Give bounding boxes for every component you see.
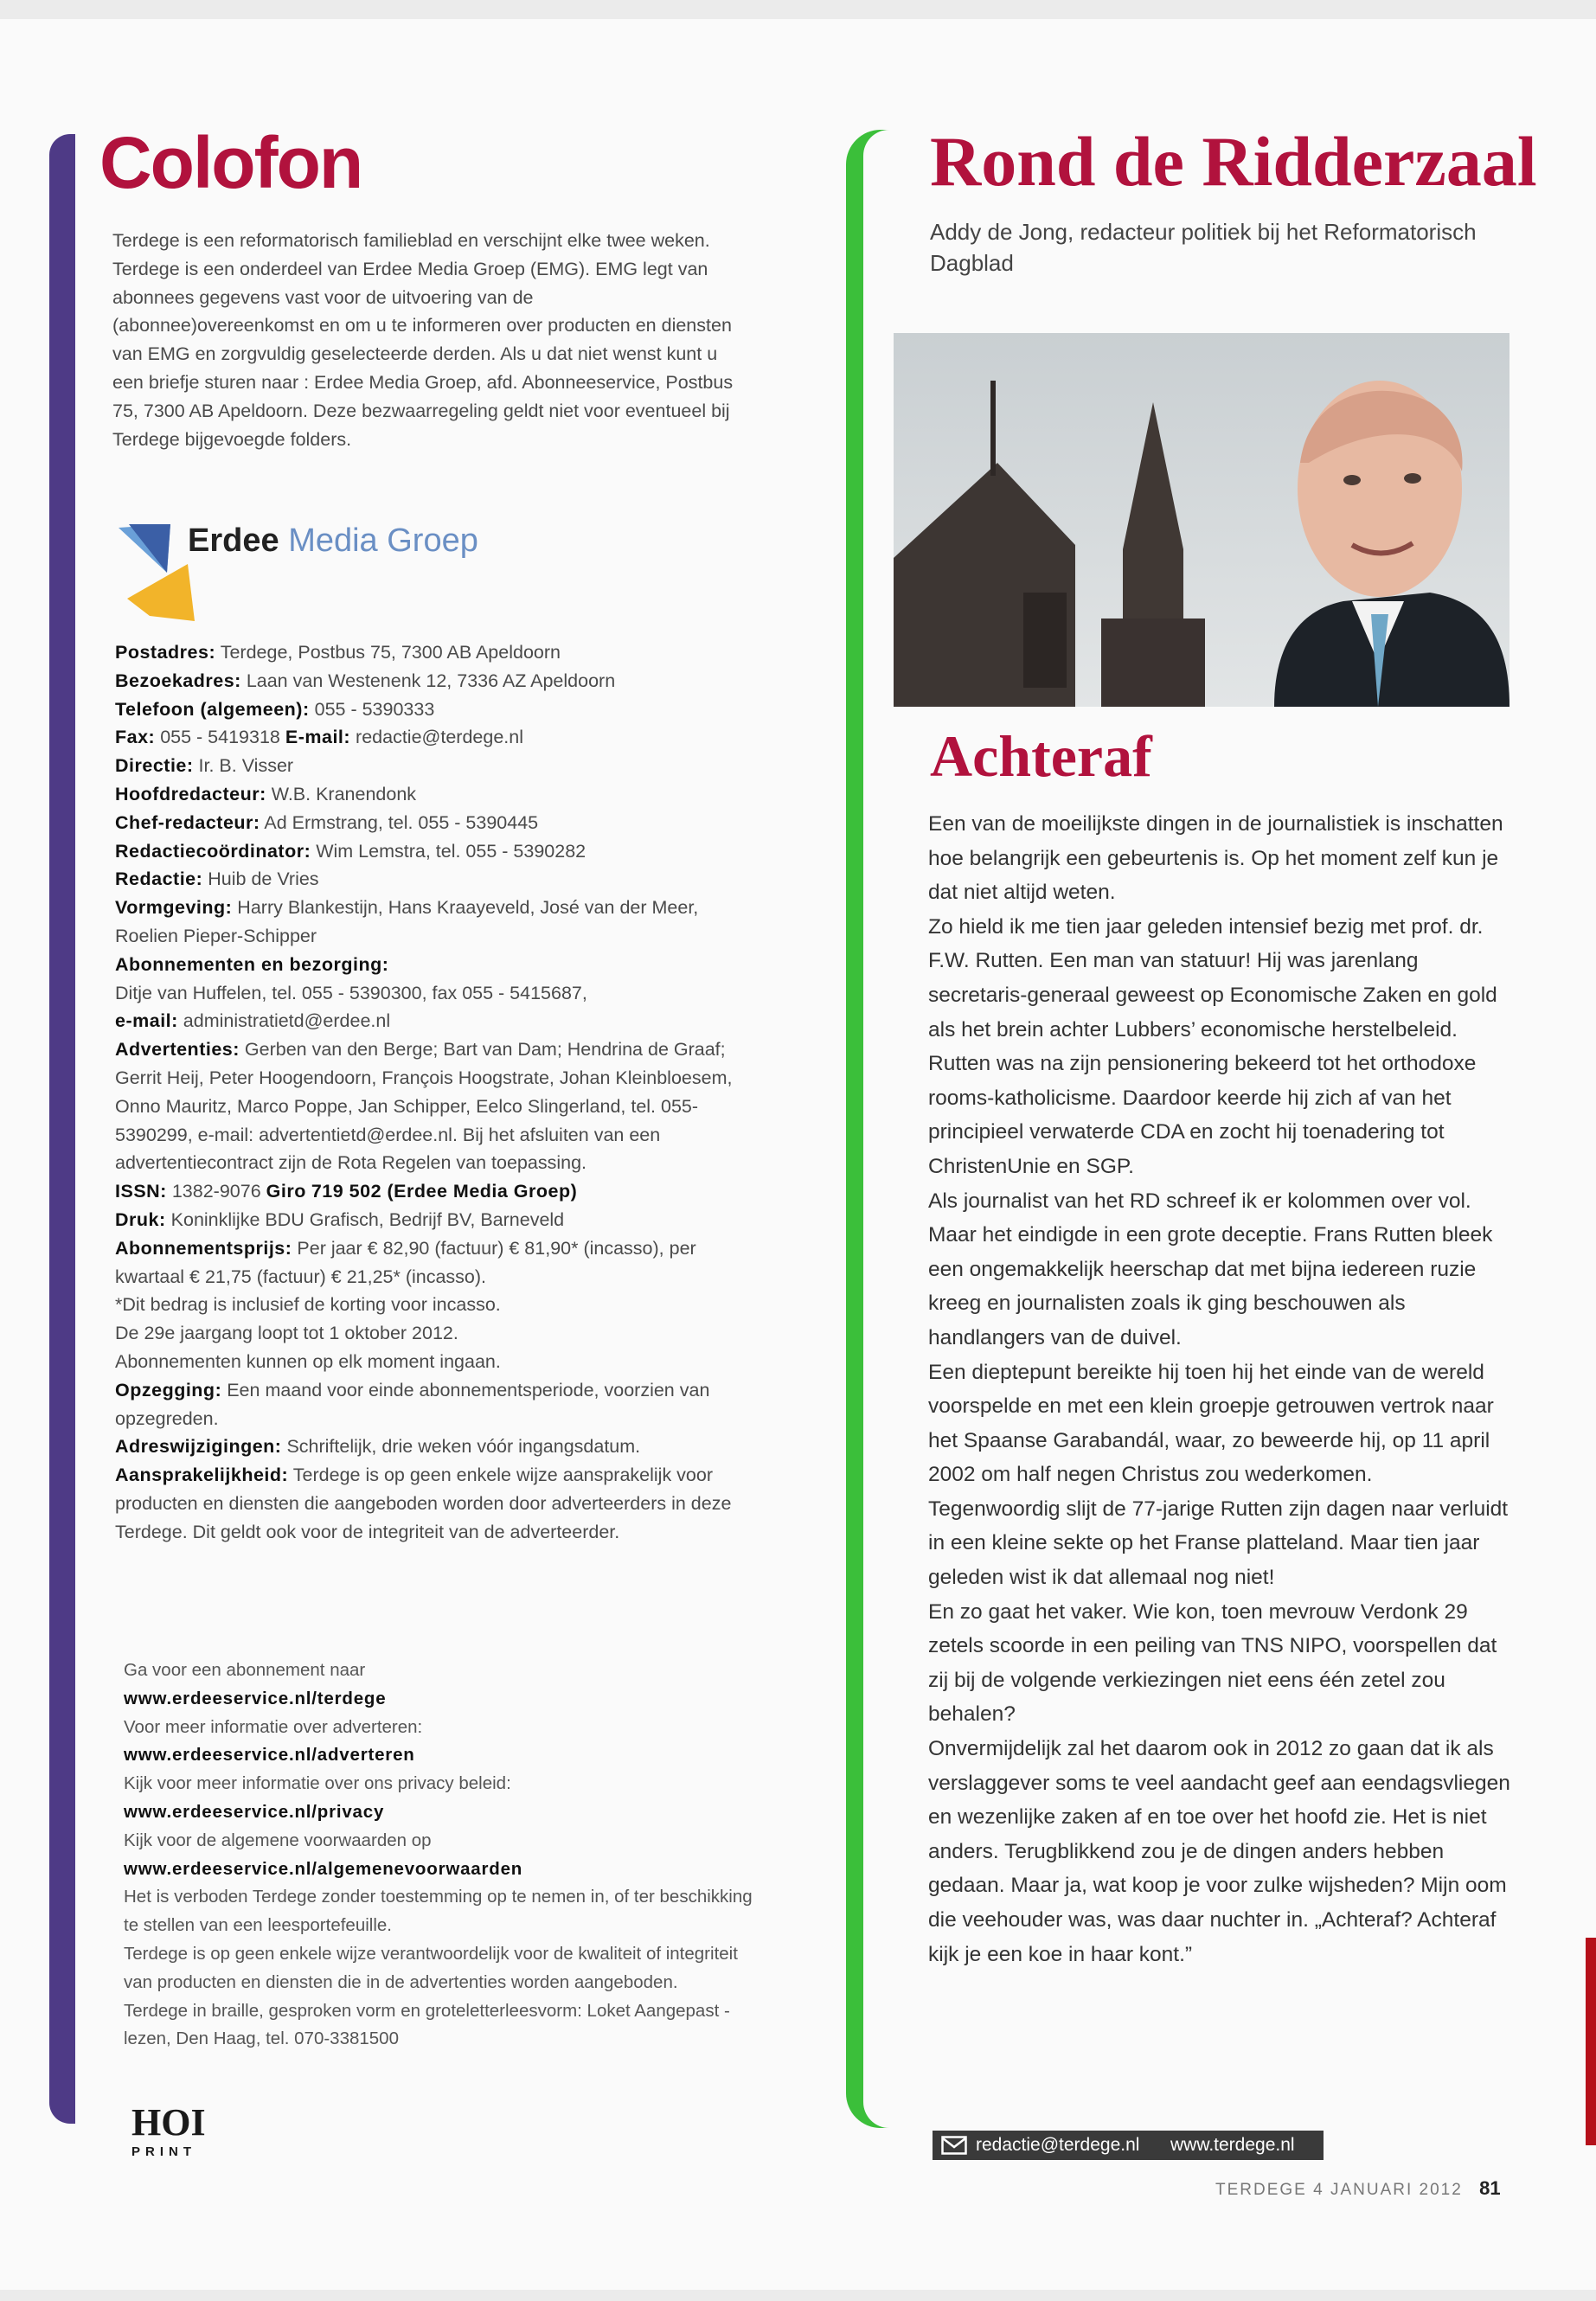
label-issn: ISSN: (115, 1181, 167, 1202)
label-giro: Giro (266, 1181, 306, 1202)
note-incasso: *Dit bedrag is inclusief de korting voor incasso. (115, 1294, 501, 1316)
label-opzegging: Opzegging: (115, 1379, 222, 1400)
disclaimer-verantwoordelijk: Terdege is op geen enkele wijze verantwoordelijk voor de kwaliteit of integriteit van producten en diensten die in de advertenties worden aangeboden. (124, 1943, 738, 1992)
label-abonnementen-email: e-mail: (115, 1010, 178, 1032)
value-advertenties: Gerben van den Berge; Bart van Dam; Hendrina de Graaf; Gerrit Heij, Peter Hoogendoorn, François Hoogstrate, Johan Kleinbloesem, Onno Mauritz, Marco Poppe, Jan Schipper, Eelco Slingerland, tel. 055-5390299, e-mail: advertentietd@erdee.nl. Bij het afsluiten van een advertentiecontract zijn de Rota Regelen van toepassing. (115, 1039, 733, 1174)
link-intro-voorwaarden: Kijk voor de algemene voorwaarden op (124, 1830, 432, 1850)
value-directie: Ir. B. Visser (198, 755, 294, 777)
label-aansprakelijkheid: Aansprakelijkheid: (115, 1465, 289, 1486)
value-email: redactie@terdege.nl (356, 727, 523, 748)
edge-marker (1586, 1938, 1596, 2145)
value-giro: 719 502 (Erdee Media Groep) (311, 1181, 578, 1202)
page-footer (1215, 2177, 1501, 2200)
disclaimer-braille: Terdege in braille, gesproken vorm en groteletterleesvorm: Loket Aangepast - lezen, Den Haag, tel. 070-3381500 (124, 2000, 730, 2049)
label-abonnementen: Abonnementen en bezorging: (115, 953, 389, 975)
logo-word-erdee: Erdee (188, 522, 279, 559)
article-paragraph: En zo gaat het vaker. Wie kon, toen mevrouw Verdonk 29 zetels scoorde in een peiling van TNS NIPO, voorspellen dat zij bij de volgende verkiezingen niet eens één zetel zou behalen? (928, 1599, 1497, 1727)
link-privacy[interactable]: www.erdeeservice.nl/privacy (124, 1801, 385, 1822)
label-email: E-mail: (285, 727, 351, 748)
colofon-title: Colofon (99, 122, 362, 203)
label-adreswijzigingen: Adreswijzigingen: (115, 1436, 282, 1458)
label-bezoekadres: Bezoekadres: (115, 670, 241, 691)
value-postadres: Terdege, Postbus 75, 7300 AB Apeldoorn (220, 642, 561, 663)
article-paragraph: Als journalist van het RD schreef ik er kolommen over vol. Maar het eindigde in een grote deceptie. Frans Rutten bleek een ongemakkelijk heerschap dat met bijna iedereen ruzie kreeg en journalisten zoals ik ging beschouwen als handlangers van de duivel. (928, 1189, 1493, 1349)
label-telefoon: Telefoon (algemeen): (115, 698, 310, 720)
hoi-print-logo-icon (128, 2100, 232, 2161)
column-author: Addy de Jong, redacteur politiek bij het Reformatorisch Dagblad (930, 219, 1477, 276)
logo-word-media-groep: Media Groep (288, 522, 478, 559)
colofon-details (115, 638, 755, 1547)
hoi-logo-main: HOI (131, 2101, 206, 2144)
note-jaargang: De 29e jaargang loopt tot 1 oktober 2012. (115, 1323, 458, 1344)
article-paragraph: Een van de moeilijkste dingen in de journalistiek is inschatten hoe belangrijk een gebeurtenis is. Op het moment zelf kun je dat niet altijd weten. (928, 812, 1503, 905)
footer-date: 4 JANUARI 2012 (1313, 2181, 1463, 2199)
value-opzegging: Een maand voor einde abonnementsperiode, voorzien van opzegreden. (115, 1379, 710, 1429)
value-bezoekadres: Laan van Westenenk 12, 7336 AZ Apeldoorn (246, 670, 616, 691)
value-abonnementen: Ditje van Huffelen, tel. 055 - 5390300, fax 055 - 5415687, (115, 982, 587, 1003)
footer-magazine: TERDEGE (1215, 2181, 1307, 2199)
value-abonnementen-email: administratietd@erdee.nl (183, 1010, 391, 1032)
colofon-intro: Terdege is een reformatorisch familieblad en verschijnt elke twee weken. Terdege is een onderdeel van Erdee Media Groep (EMG). EMG legt van abonnees gegevens vast voor de uitvoering van de (abonnee)overeenkomst en om u te informeren over producten en diensten van EMG en zorgvuldig geselecteerde derden. Als u dat niet wenst kunt u een briefje sturen naar : Erdee Media Groep, afd. Abonneeservice, Postbus 75, 7300 AB Apeldoorn. Deze bezwaarregeling geldt niet voor eventueel bij Terdege bijgevoegde folders. (112, 230, 734, 450)
value-redactiecoordinator: Wim Lemstra, tel. 055 - 5390282 (316, 840, 586, 862)
contact-website-link[interactable]: www.terdege.nl (1170, 2135, 1295, 2155)
link-voorwaarden[interactable]: www.erdeeservice.nl/algemenevoorwaarden (124, 1858, 523, 1879)
author-photo (894, 333, 1509, 707)
label-postadres: Postadres: (115, 642, 216, 663)
label-hoofdredacteur: Hoofdredacteur: (115, 783, 266, 804)
link-abonnement[interactable]: www.erdeeservice.nl/terdege (124, 1688, 387, 1708)
link-intro-abonnement: Ga voor een abonnement naar (124, 1660, 366, 1680)
label-fax: Fax: (115, 727, 156, 748)
value-redactie: Huib de Vries (208, 868, 319, 890)
colofon-links (124, 1657, 755, 2054)
contact-email-link[interactable]: redactie@terdege.nl (976, 2135, 1140, 2155)
value-vormgeving: Harry Blankestijn, Hans Kraayeveld, José van der Meer, Roelien Pieper-Schipper (115, 897, 699, 946)
value-fax: 055 - 5419318 (160, 727, 280, 748)
envelope-icon (941, 2136, 967, 2155)
article-paragraph: Tegenwoordig slijt de 77-jarige Rutten zijn dagen naar verluidt in een kleine sekte op het Franse platteland. Maar tien jaar geleden wist ik dat allemaal nog niet! (928, 1497, 1509, 1590)
colofon-accent-bar (49, 134, 75, 2124)
value-telefoon: 055 - 5390333 (314, 698, 435, 720)
label-vormgeving: Vormgeving: (115, 897, 233, 919)
value-chef-redacteur: Ad Ermstrang, tel. 055 - 5390445 (264, 811, 539, 833)
label-advertenties: Advertenties: (115, 1039, 240, 1061)
label-redactie: Redactie: (115, 868, 203, 890)
value-adreswijzigingen: Schriftelijk, drie weken vóór ingangsdatum. (286, 1436, 641, 1458)
link-intro-privacy: Kijk voor meer informatie over ons privacy beleid: (124, 1773, 511, 1794)
note-ingaan: Abonnementen kunnen op elk moment ingaan. (115, 1350, 501, 1372)
contact-badge (933, 2131, 1324, 2160)
article-title: Achteraf (930, 723, 1152, 789)
label-directie: Directie: (115, 755, 194, 777)
column-title: Rond de Ridderzaal (930, 122, 1537, 201)
hoi-logo-sub: PRINT (131, 2144, 196, 2159)
value-druk: Koninklijke BDU Grafisch, Bedrijf BV, Barneveld (170, 1208, 565, 1230)
article-paragraph: Zo hield ik me tien jaar geleden intensief bezig met prof. dr. F.W. Rutten. Een man van statuur! Hij was jarenlang secretaris-generaal geweest op Economische Zaken en gold als het brein achter Lubbers’ economische herstelbeleid. Rutten was na zijn pensionering bekeerd tot het orthodoxe rooms-katholicisme. Daardoor keerde hij zich af van het principieel verwaterde CDA en zocht hij toenadering tot ChristenUnie en SGP. (928, 914, 1497, 1178)
page-number: 81 (1479, 2177, 1501, 2199)
value-aansprakelijkheid: Terdege is op geen enkele wijze aansprakelijk voor producten en diensten die aangeboden worden door adverteerders in deze Terdege. Dit geldt ook voor de integriteit van de adverteerder. (115, 1465, 732, 1542)
link-intro-adverteren: Voor meer informatie over adverteren: (124, 1716, 423, 1737)
label-chef-redacteur: Chef-redacteur: (115, 811, 260, 833)
article-paragraph: Onvermijdelijk zal het daarom ook in 2012 zo gaan dat ik als verslaggever soms te veel aandacht geef aan eendagsvliegen en wezenlijke zaken af en toe over het hoofd zie. Het is niet anders. Terugblikkend zou je de dingen anders hebben gedaan. Maar ja, wat koop je voor zulke wijsheden? Mijn oom die veehouder was, was daar nuchter in. „Achteraf? Achteraf kijk je een koe in haar kont.” (928, 1737, 1510, 1966)
value-abonnementsprijs: Per jaar € 82,90 (factuur) € 81,90* (incasso), per kwartaal € 21,75 (factuur) € 21,25* (incasso). (115, 1237, 696, 1287)
label-redactiecoordinator: Redactiecoördinator: (115, 840, 311, 862)
label-abonnementsprijs: Abonnementsprijs: (115, 1237, 292, 1259)
article-body (928, 807, 1521, 1971)
label-druk: Druk: (115, 1208, 166, 1230)
disclaimer-leesportefeuille: Het is verboden Terdege zonder toestemming op te nemen in, of ter beschikking te stellen van een leesportefeuille. (124, 1887, 753, 1936)
link-adverteren[interactable]: www.erdeeservice.nl/adverteren (124, 1745, 415, 1766)
column-accent-bar (846, 130, 900, 2128)
article-paragraph: Een dieptepunt bereikte hij toen hij het einde van de wereld voorspelde en met een klein groepje getrouwen vertrok naar het Spaanse Garabandál, waar, zo beweerde hij, op 11 april 2002 om half negen Christus zou wederkomen. (928, 1360, 1494, 1487)
value-hoofdredacteur: W.B. Kranendonk (271, 783, 417, 804)
erdee-logo-text (188, 522, 478, 560)
value-issn: 1382-9076 (171, 1181, 261, 1202)
